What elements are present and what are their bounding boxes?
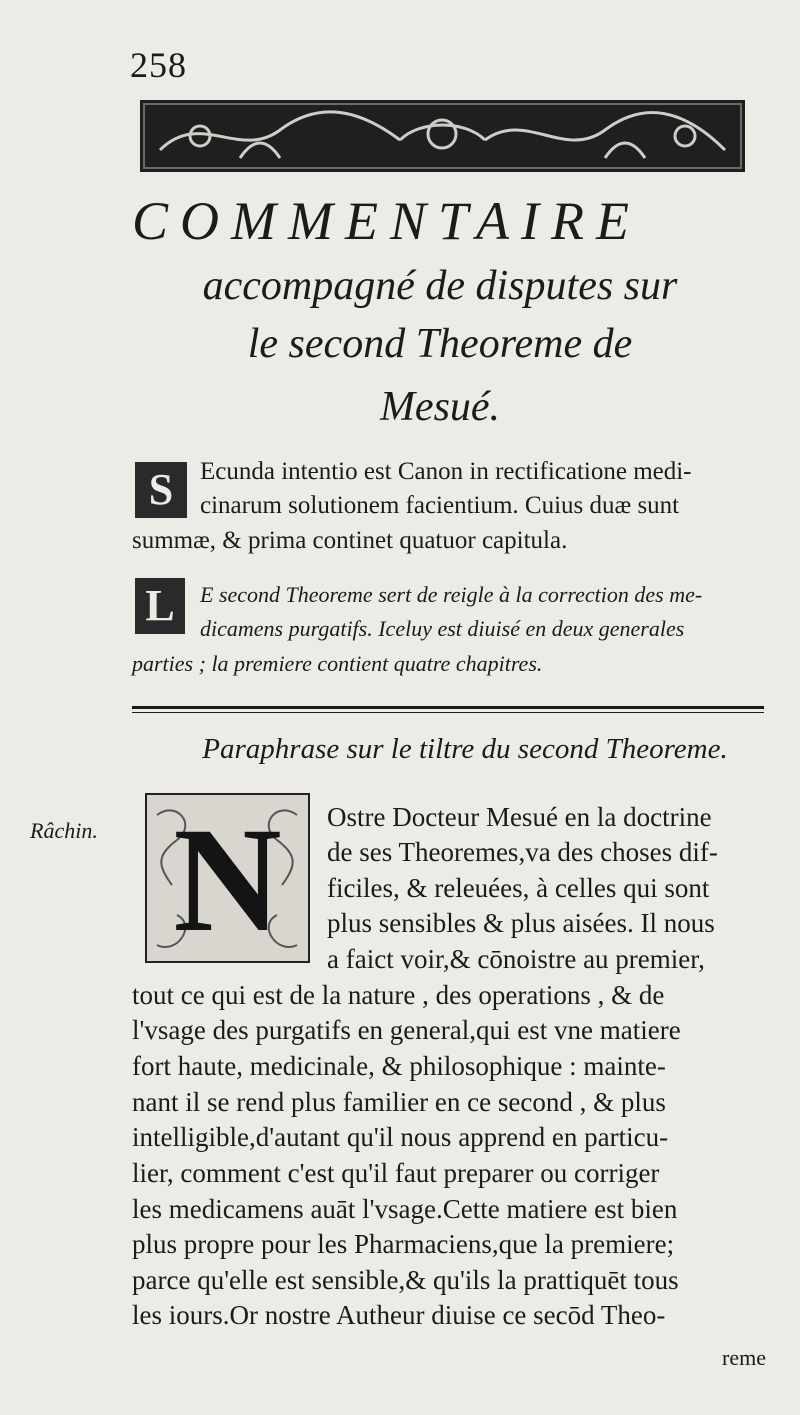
ornamental-initial-large [145, 793, 310, 963]
body-line: intelligible,d'autant qu'il nous apprend en particu- [132, 1122, 669, 1152]
title-line: Mesué. [379, 384, 501, 430]
french-intro-line: parties ; la premiere contient quatre chapitres. [132, 651, 543, 676]
section-rule [132, 712, 764, 713]
body-line: tout ce qui est de la nature , des operations , & de [132, 980, 665, 1010]
page-number: 258 [130, 45, 187, 85]
title-main: COMMENTAIRE [132, 191, 641, 251]
ornamental-initial: S [135, 462, 187, 518]
latin-intro-line: cinarum solutionem facientium. Cuius duæ sunt [200, 492, 680, 519]
body-line: fort haute, medicinale, & philosophique : mainte- [132, 1051, 666, 1081]
latin-intro-line: summæ, & prima continet quatuor capitula. [132, 527, 568, 554]
title-line: accompagné de disputes sur [202, 263, 678, 309]
latin-intro-line: Ecunda intentio est Canon in rectificatione medi- [200, 458, 692, 485]
body-line: de ses Theoremes,va des choses dif- [327, 837, 718, 867]
body-line: a faict voir,& cōnoistre au premier, [327, 944, 705, 974]
catchword: reme [722, 1345, 766, 1370]
body-line: ficiles, & releuées, à celles qui sont [327, 873, 710, 903]
body-line: l'vsage des purgatifs en general,qui est vne matiere [132, 1015, 681, 1045]
body-line: Ostre Docteur Mesué en la doctrine [327, 802, 712, 832]
body-line: plus propre pour les Pharmaciens,que la premiere; [132, 1229, 675, 1259]
section-heading: Paraphrase sur le tiltre du second Theoreme. [202, 733, 728, 765]
body-line: nant il se rend plus familier en ce second , & plus [132, 1087, 666, 1117]
initial-letter: N [173, 797, 282, 963]
french-intro-line: E second Theoreme sert de reigle à la correction des me- [200, 582, 703, 607]
body-line: les medicamens auāt l'vsage.Cette matiere est bien [132, 1194, 678, 1224]
title-line: le second Theoreme de [247, 321, 633, 367]
body-line: plus sensibles & plus aisées. Il nous [327, 908, 715, 938]
ornamental-headpiece [140, 100, 745, 172]
section-rule [132, 706, 764, 709]
ornamental-initial: L [135, 578, 185, 634]
body-line: parce qu'elle est sensible,& qu'ils la prattiquēt tous [132, 1265, 679, 1295]
french-intro-line: dicamens purgatifs. Iceluy est diuisé en deux generales [200, 616, 685, 641]
margin-note: Râchin. [30, 818, 98, 843]
body-line: lier, comment c'est qu'il faut preparer ou corriger [132, 1158, 660, 1188]
body-line: les iours.Or nostre Autheur diuise ce secōd Theo- [132, 1300, 666, 1330]
